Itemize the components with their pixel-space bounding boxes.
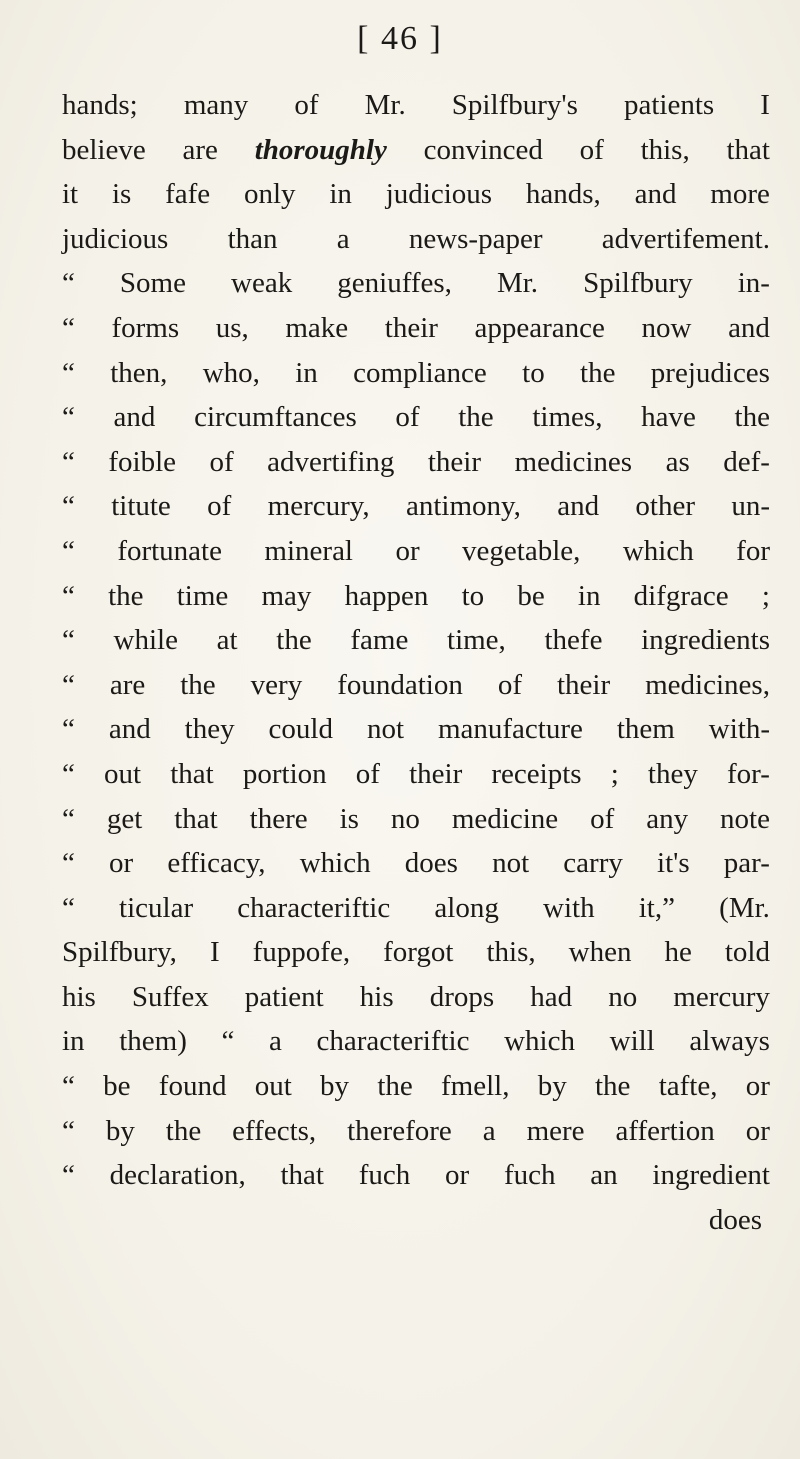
- word: by: [537, 1070, 567, 1103]
- word: always: [689, 1025, 770, 1058]
- word: the: [165, 1114, 202, 1147]
- word: drops: [429, 980, 495, 1013]
- word: for: [736, 534, 770, 567]
- word: or: [445, 1159, 470, 1192]
- word: this,: [486, 936, 536, 969]
- text-line: [62, 83, 770, 128]
- word: vegetable,: [462, 534, 581, 567]
- word: “: [221, 1025, 235, 1058]
- word: “: [62, 1159, 75, 1192]
- word: who,: [202, 356, 260, 389]
- text-line: [62, 1064, 770, 1109]
- word: ticular: [119, 891, 194, 924]
- word: “: [62, 445, 75, 478]
- word: manufacture: [437, 713, 583, 746]
- word: compliance: [353, 356, 487, 389]
- word: foible: [108, 445, 177, 478]
- body-text: [62, 83, 770, 1242]
- word: medicine: [451, 802, 559, 835]
- word: Mr.: [364, 89, 406, 121]
- word: of: [497, 668, 522, 701]
- word: “: [62, 1114, 75, 1147]
- word: characteriftic: [237, 891, 391, 924]
- word: mercury: [673, 980, 770, 1013]
- word: affertion: [615, 1114, 715, 1147]
- word: or: [745, 1114, 770, 1147]
- word: in: [329, 178, 352, 211]
- word: that: [726, 133, 770, 166]
- word: it's: [657, 847, 690, 880]
- word: or: [745, 1070, 770, 1103]
- word: them): [119, 1025, 187, 1058]
- word: them: [616, 713, 675, 746]
- word: they: [184, 713, 235, 746]
- page-number: [ 46 ]: [357, 20, 443, 57]
- word: fuch: [358, 1159, 411, 1192]
- word: I: [209, 936, 220, 969]
- word: have: [641, 401, 696, 434]
- word: fuch: [503, 1159, 556, 1192]
- word: other: [635, 490, 695, 523]
- word: out: [254, 1070, 292, 1103]
- word: I: [760, 89, 770, 121]
- word: fafe: [165, 178, 211, 211]
- text-line: [62, 574, 770, 619]
- word: advertifement.: [601, 222, 770, 255]
- word: ;: [761, 579, 770, 612]
- word: be: [103, 1070, 131, 1103]
- word: or: [109, 847, 134, 880]
- word: by: [320, 1070, 350, 1103]
- text-line: [62, 618, 770, 663]
- word: no: [608, 980, 638, 1013]
- word: he: [664, 936, 692, 969]
- word: def-: [723, 445, 770, 478]
- word: time,: [447, 624, 506, 657]
- word: Mr.: [496, 267, 539, 300]
- word: it,”: [638, 891, 675, 924]
- word: thefe: [544, 624, 603, 657]
- word: and: [728, 311, 770, 344]
- word: difgrace: [633, 579, 729, 612]
- word: is: [339, 802, 359, 835]
- word: to: [461, 579, 485, 612]
- word: be: [517, 579, 545, 612]
- word: therefore: [347, 1114, 452, 1147]
- word: of: [207, 490, 232, 523]
- word: “: [62, 891, 75, 924]
- word: told: [724, 936, 770, 969]
- word: which: [622, 534, 694, 567]
- word: the: [458, 401, 494, 434]
- word: “: [62, 668, 75, 701]
- word: medicines,: [645, 668, 770, 701]
- word: Suffex: [131, 980, 209, 1013]
- word: make: [285, 311, 349, 344]
- word: will: [609, 1025, 655, 1058]
- word: get: [106, 802, 143, 835]
- word: and: [557, 490, 600, 523]
- word: effects,: [232, 1114, 317, 1147]
- word: no: [390, 802, 420, 835]
- word: at: [216, 624, 238, 657]
- word: in: [295, 356, 318, 389]
- word: Some: [119, 267, 186, 300]
- word: any: [646, 802, 689, 835]
- word: characteriftic: [316, 1025, 470, 1058]
- word: of: [590, 802, 615, 835]
- word: us,: [215, 311, 249, 344]
- word: found: [158, 1070, 227, 1103]
- word: many: [183, 89, 249, 121]
- word: for-: [726, 757, 770, 790]
- word: fortunate: [117, 534, 222, 567]
- word: believe: [62, 133, 146, 166]
- word: “: [62, 579, 75, 612]
- text-line: [62, 395, 770, 440]
- word: par-: [723, 847, 770, 880]
- word: their: [384, 311, 438, 344]
- word: that: [280, 1159, 324, 1192]
- text-line: [62, 930, 770, 975]
- word: does: [708, 1203, 762, 1236]
- word: the: [276, 624, 312, 657]
- word: of: [579, 133, 604, 166]
- word: “: [62, 311, 75, 344]
- word: only: [243, 178, 296, 211]
- word: out: [104, 757, 142, 790]
- word: the: [108, 579, 144, 612]
- word: “: [62, 401, 75, 434]
- word: their: [556, 668, 611, 701]
- word: when: [568, 936, 632, 969]
- word: now: [641, 311, 692, 344]
- word: their: [427, 445, 482, 478]
- text-line: [62, 1019, 770, 1064]
- text-line: [62, 529, 770, 574]
- word: not: [366, 713, 404, 746]
- word: “: [62, 490, 75, 523]
- word: judicious: [385, 178, 493, 211]
- word: weak: [231, 267, 293, 300]
- text-line: [62, 217, 770, 262]
- word: prejudices: [650, 356, 770, 389]
- word: and: [108, 713, 151, 746]
- word: “: [62, 847, 75, 880]
- word: forgot: [383, 936, 454, 969]
- text-line: [62, 886, 770, 931]
- word: of: [209, 445, 234, 478]
- word: note: [720, 802, 770, 835]
- word: ingredient: [652, 1159, 770, 1192]
- word: is: [111, 178, 132, 211]
- word: Spilfbury: [583, 267, 693, 300]
- word: un-: [731, 490, 770, 523]
- word: of: [395, 401, 420, 434]
- word: ;: [610, 757, 619, 790]
- word: along: [434, 891, 499, 924]
- word: medicines: [514, 445, 633, 478]
- word: had: [530, 980, 573, 1013]
- word: forms: [111, 311, 180, 344]
- word: news-paper: [408, 222, 543, 255]
- word: patient: [244, 980, 324, 1013]
- text-line: [62, 797, 770, 842]
- text-line: [62, 351, 770, 396]
- word: in: [62, 1025, 85, 1058]
- text-line: [62, 1198, 770, 1243]
- text-line: [62, 306, 770, 351]
- word: not: [492, 847, 530, 880]
- word: the: [734, 401, 770, 434]
- word: carry: [563, 847, 623, 880]
- word: of: [294, 89, 319, 121]
- text-line: [62, 841, 770, 886]
- word: time: [176, 579, 229, 612]
- word: their: [409, 757, 463, 790]
- word: which: [504, 1025, 575, 1058]
- word: then,: [110, 356, 168, 389]
- text-line: [62, 1153, 770, 1198]
- word: foundation: [337, 668, 463, 701]
- text-line: [62, 707, 770, 752]
- word: mineral: [264, 534, 353, 567]
- word: advertifing: [267, 445, 395, 478]
- word: or: [395, 534, 420, 567]
- word: that: [174, 802, 218, 835]
- word: mere: [526, 1114, 585, 1147]
- word: tafte,: [658, 1070, 718, 1103]
- word: hands,: [525, 178, 601, 211]
- word: Spilfbury's: [451, 89, 578, 121]
- word: are: [182, 133, 218, 166]
- word: that: [170, 757, 214, 790]
- word: does: [404, 847, 458, 880]
- word: they: [647, 757, 698, 790]
- word: which: [299, 847, 371, 880]
- word: the: [580, 356, 616, 389]
- word: in: [577, 579, 601, 612]
- word: could: [268, 713, 333, 746]
- word: mercury,: [267, 490, 370, 523]
- word: receipts: [491, 757, 582, 790]
- word: titute: [111, 490, 171, 523]
- word: “: [62, 534, 75, 567]
- text-line: [62, 484, 770, 529]
- word: judicious: [62, 222, 169, 255]
- word: very: [250, 668, 303, 701]
- word: and: [634, 178, 677, 211]
- word: “: [62, 757, 75, 790]
- word: his: [62, 980, 96, 1013]
- text-line: [62, 752, 770, 797]
- word: fmell,: [441, 1070, 510, 1103]
- word: may: [261, 579, 312, 612]
- word: “: [62, 624, 75, 657]
- text-line: [62, 172, 770, 217]
- word: while: [113, 624, 178, 657]
- word: a: [482, 1114, 496, 1147]
- word: the: [595, 1070, 631, 1103]
- word: portion: [242, 757, 327, 790]
- word: with-: [708, 713, 770, 746]
- word: convinced: [423, 133, 543, 166]
- word: of: [355, 757, 380, 790]
- word: a: [269, 1025, 282, 1058]
- word: the: [180, 668, 216, 701]
- word: more: [710, 178, 770, 211]
- word: with: [543, 891, 595, 924]
- word: thoroughly: [254, 133, 387, 166]
- word: an: [590, 1159, 618, 1192]
- word: than: [227, 222, 278, 255]
- word: by: [105, 1114, 135, 1147]
- word: “: [62, 802, 75, 835]
- text-line: [62, 440, 770, 485]
- word: are: [109, 668, 146, 701]
- word: antimony,: [405, 490, 521, 523]
- word: in-: [737, 267, 770, 300]
- text-line: [62, 1109, 770, 1154]
- word: (Mr.: [719, 891, 770, 924]
- word: declaration,: [109, 1159, 246, 1192]
- word: “: [62, 1070, 75, 1103]
- word: circumftances: [194, 401, 357, 434]
- text-line: [62, 663, 770, 708]
- word: Spilfbury,: [62, 936, 177, 969]
- word: his: [359, 980, 394, 1013]
- word: a: [336, 222, 350, 255]
- word: there: [249, 802, 308, 835]
- word: it: [62, 178, 79, 211]
- word: and: [113, 401, 156, 434]
- word: “: [62, 356, 75, 389]
- word: fame: [350, 624, 409, 657]
- text-line: [62, 261, 770, 306]
- word: appearance: [474, 311, 605, 344]
- word: geniuffes,: [337, 267, 452, 300]
- word: efficacy,: [167, 847, 266, 880]
- word: as: [665, 445, 690, 478]
- word: to: [522, 356, 545, 389]
- word: patients: [623, 89, 715, 121]
- word: happen: [344, 579, 429, 612]
- text-line: [62, 975, 770, 1020]
- word: fuppofe,: [252, 936, 351, 969]
- word: this,: [640, 133, 690, 166]
- word: times,: [532, 401, 603, 434]
- word: “: [62, 267, 75, 300]
- text-line: [62, 128, 770, 173]
- word: ingredients: [641, 624, 770, 657]
- word: “: [62, 713, 75, 746]
- word: the: [377, 1070, 413, 1103]
- word: hands;: [62, 89, 138, 121]
